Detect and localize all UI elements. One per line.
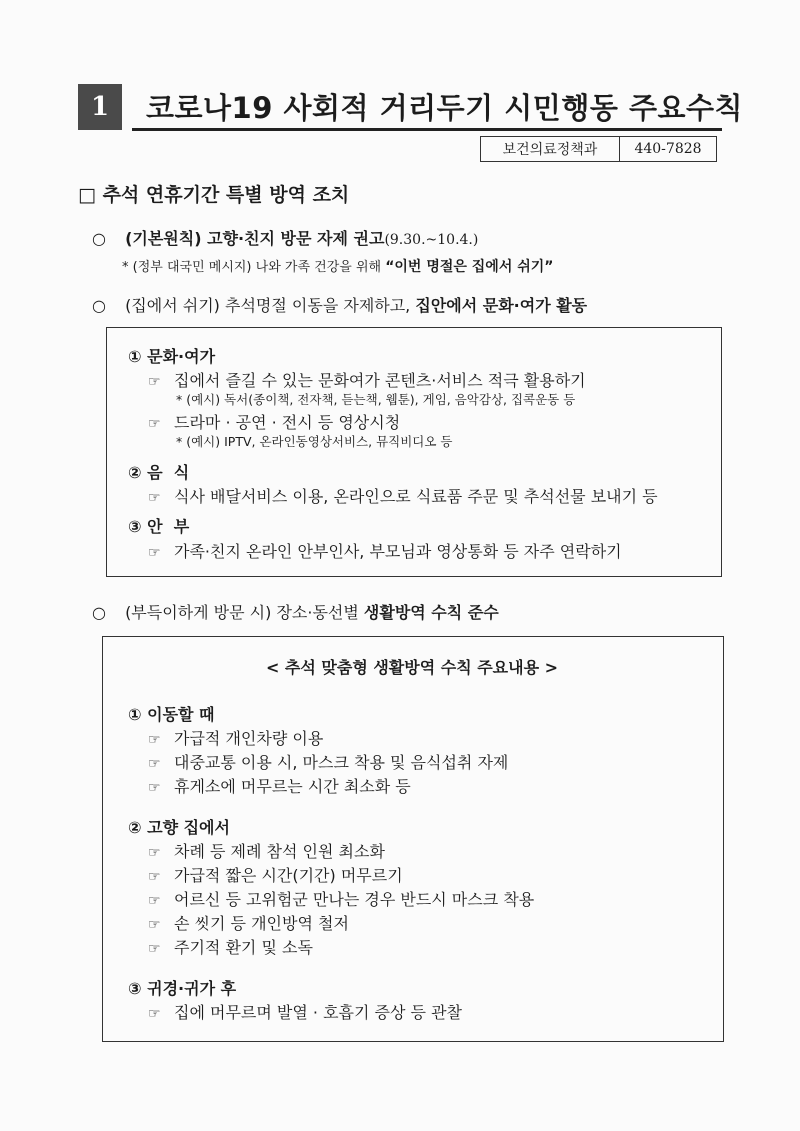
point-stay-home-label: (집에서 쉬기) 추석명절 이동을 자제하고, — [125, 296, 416, 315]
greeting-heading: ③ 안 부 — [128, 517, 190, 536]
greeting-item-1 — [148, 539, 622, 562]
point-visit-label: (부득이하게 방문 시) 장소·동선별 — [125, 603, 364, 622]
gov-message-prefix: * (정부 대국민 메시지) 나와 가족 건강을 위해 — [122, 260, 386, 275]
home-item — [148, 935, 313, 958]
gov-message-note — [122, 256, 553, 276]
department-phone: 440-7828 — [634, 141, 702, 157]
title-underline — [132, 128, 722, 131]
point-basic-principle — [92, 226, 478, 249]
home-item — [148, 863, 403, 886]
travel-item-text: 대중교통 이용 시, 마스크 착용 및 음식섭취 자제 — [174, 753, 509, 772]
pointing-hand-icon: ☞ — [148, 1006, 161, 1022]
point-unavoidable-visit — [92, 600, 499, 623]
travel-item-text: 가급적 개인차량 이용 — [174, 729, 324, 748]
home-heading: ② 고향 집에서 — [128, 818, 230, 837]
home-item-text: 어르신 등 고위험군 만나는 경우 반드시 마스크 착용 — [174, 890, 535, 909]
pointing-hand-icon: ☞ — [148, 845, 161, 861]
point-visit-bold: 생활방역 수칙 준수 — [363, 603, 499, 622]
circle-bullet: ○ — [92, 296, 106, 315]
food-item-1-text: 식사 배달서비스 이용, 온라인으로 식료품 주문 및 추석선물 보내기 등 — [174, 487, 658, 506]
home-item — [148, 911, 349, 934]
pointing-hand-icon: ☞ — [148, 732, 161, 748]
pointing-hand-icon: ☞ — [148, 869, 161, 885]
circle-bullet: ○ — [92, 229, 106, 248]
travel-item — [148, 774, 411, 797]
culture-heading: ① 문화·여가 — [128, 347, 216, 366]
home-item-text: 차례 등 제례 참석 인원 최소화 — [174, 842, 385, 861]
pointing-hand-icon: ☞ — [148, 756, 161, 772]
pointing-hand-icon: ☞ — [148, 416, 161, 432]
greeting-item-1-text: 가족·친지 온라인 안부인사, 부모님과 영상통화 등 자주 연락하기 — [174, 542, 622, 561]
home-item-text: 주기적 환기 및 소독 — [174, 938, 313, 957]
page-title: 코로나19 사회적 거리두기 시민행동 주요수칙 — [146, 91, 743, 125]
culture-item-2 — [148, 410, 400, 433]
pointing-hand-icon: ☞ — [148, 893, 161, 909]
pointing-hand-icon: ☞ — [148, 780, 161, 796]
travel-item — [148, 726, 323, 749]
gov-message-quote: “이번 명절은 집에서 쉬기” — [385, 259, 554, 275]
pointing-hand-icon: ☞ — [148, 917, 161, 933]
home-item-text: 손 씻기 등 개인방역 철저 — [174, 914, 349, 933]
point-basic-dates: (9.30.~10.4.) — [384, 232, 479, 248]
rules-box-title: < 추석 맞춤형 생활방역 수칙 주요내용 > — [265, 658, 559, 677]
section-number-badge: 1 — [78, 84, 122, 130]
circle-bullet: ○ — [92, 603, 106, 622]
return-heading: ③ 귀경·귀가 후 — [128, 979, 237, 998]
point-stay-home — [92, 293, 587, 316]
pointing-hand-icon: ☞ — [148, 490, 161, 506]
culture-item-2-text: 드라마 · 공연 · 전시 등 영상시청 — [174, 413, 401, 432]
travel-item-text: 휴게소에 머무르는 시간 최소화 등 — [174, 777, 411, 796]
home-item — [148, 839, 385, 862]
return-item — [148, 1000, 462, 1023]
home-item-text: 가급적 짧은 시간(기간) 머무르기 — [174, 866, 403, 885]
culture-item-1-text: 집에서 즐길 수 있는 문화여가 콘텐츠·서비스 적극 활용하기 — [174, 371, 586, 390]
pointing-hand-icon: ☞ — [148, 941, 161, 957]
food-heading: ② 음 식 — [128, 463, 190, 482]
pointing-hand-icon: ☞ — [148, 374, 161, 390]
culture-item-1-note: * (예시) 독서(종이책, 전자책, 듣는책, 웹툰), 게임, 음악감상, 집콕운동 등 — [176, 392, 576, 407]
return-item-text: 집에 머무르며 발열 · 호흡기 증상 등 관찰 — [174, 1003, 462, 1022]
department-box — [480, 136, 717, 162]
home-item — [148, 887, 534, 910]
food-item-1 — [148, 484, 658, 507]
section-heading: □ 추석 연휴기간 특별 방역 조치 — [78, 184, 350, 206]
travel-item — [148, 750, 508, 773]
travel-heading: ① 이동할 때 — [128, 705, 215, 724]
point-stay-home-bold: 집안에서 문화·여가 활동 — [415, 296, 588, 315]
culture-item-2-note: * (예시) IPTV, 온라인동영상서비스, 뮤직비디오 등 — [176, 434, 453, 449]
point-basic-label: (기본원칙) 고향·친지 방문 자제 권고 — [125, 229, 385, 248]
department-name: 보건의료정책과 — [481, 137, 620, 161]
pointing-hand-icon: ☞ — [148, 545, 161, 561]
culture-item-1 — [148, 368, 586, 391]
